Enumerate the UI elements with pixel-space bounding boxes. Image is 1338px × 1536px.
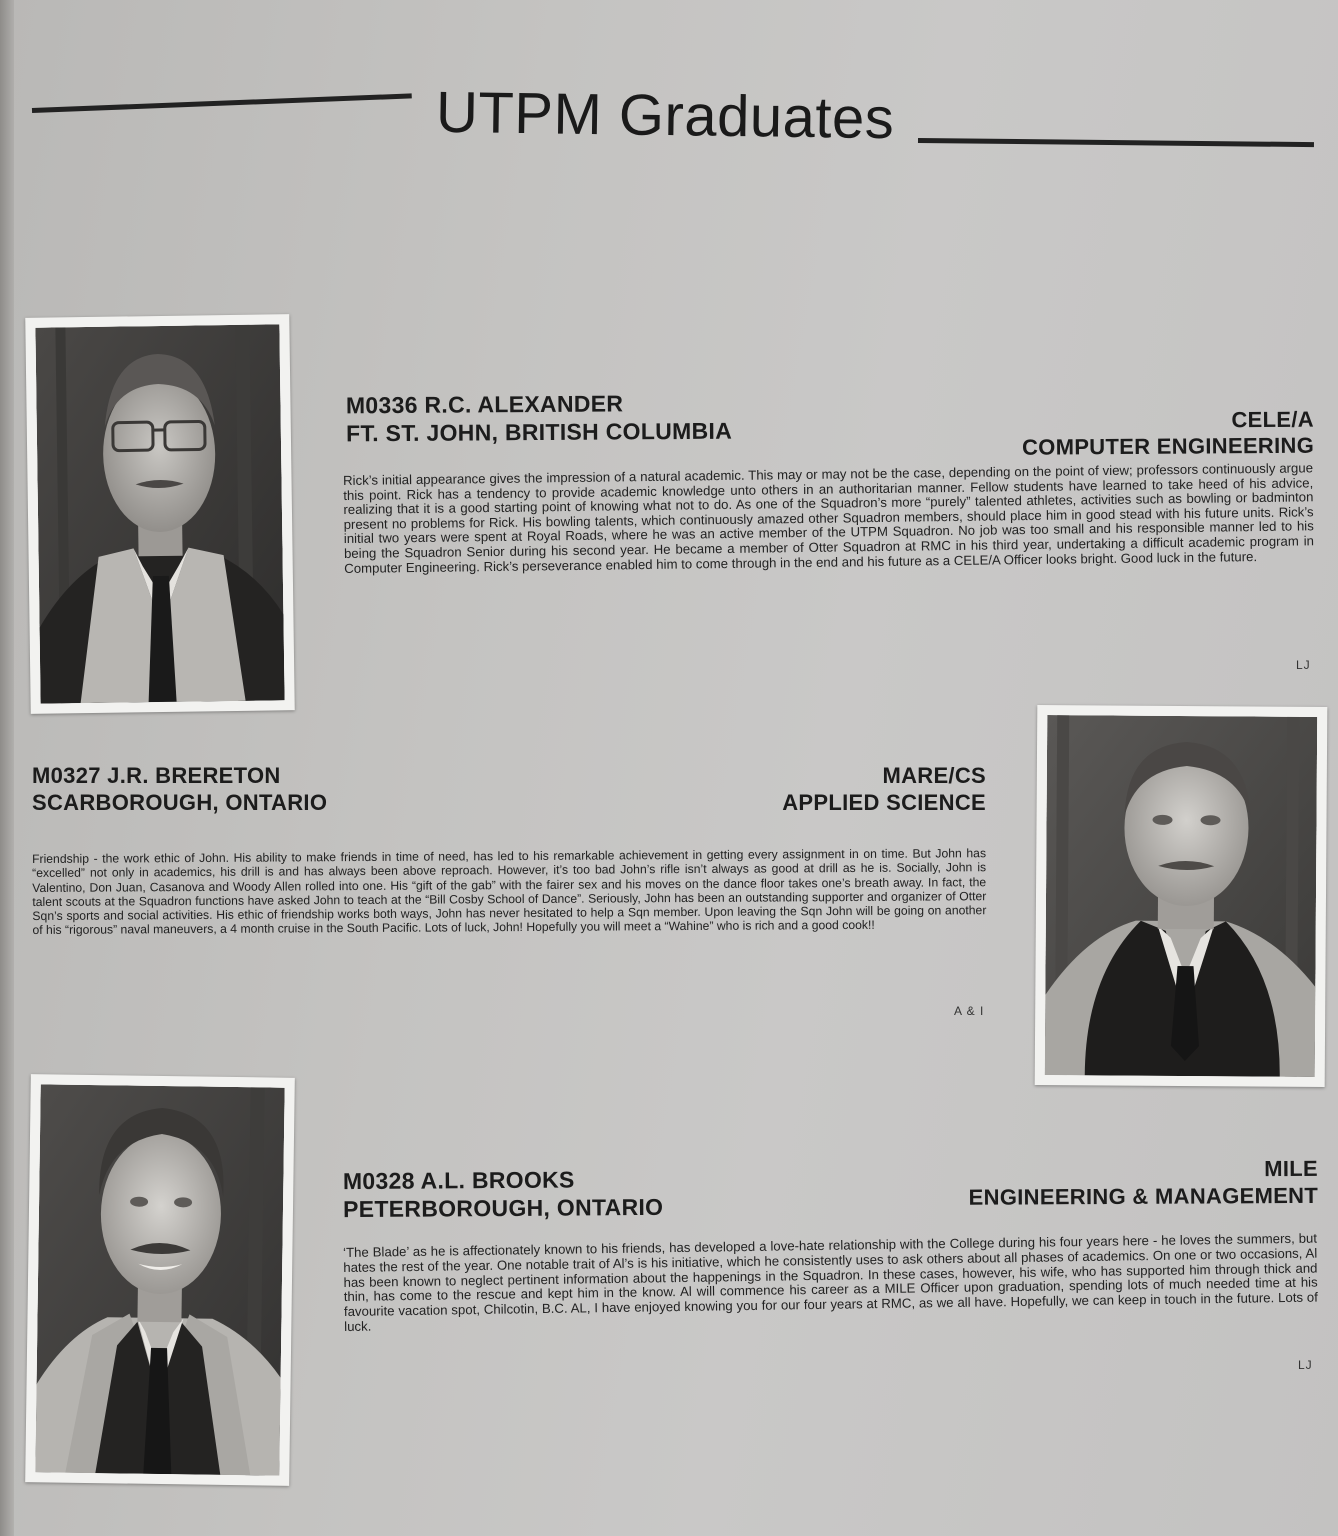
graduate-hometown: PETERBOROUGH, ONTARIO — [343, 1193, 664, 1223]
graduate-photo-alexander — [25, 314, 295, 714]
page-title: UTPM Graduates — [435, 79, 895, 152]
graduate-photo-brereton — [1035, 705, 1328, 1087]
header-rule-left — [32, 93, 412, 113]
graduate-name: M0336 R.C. ALEXANDER — [345, 390, 624, 419]
graduate-trade-alexander — [940, 407, 1314, 462]
bio-signature: A & I — [954, 1004, 985, 1018]
graduate-hometown: FT. ST. JOHN, BRITISH COLUMBIA — [346, 417, 733, 447]
graduate-name: M0328 A.L. BROOKS — [342, 1166, 575, 1195]
graduate-program: COMPUTER ENGINEERING — [1021, 432, 1315, 460]
graduate-program: ENGINEERING & MANAGEMENT — [968, 1182, 1319, 1210]
graduate-trade-brooks — [900, 1155, 1318, 1211]
graduate-occupation: MILE — [1264, 1155, 1318, 1182]
graduate-header-alexander — [346, 389, 732, 448]
graduate-occupation: CELE/A — [1231, 406, 1314, 433]
graduate-trade-brereton — [660, 762, 986, 816]
graduate-bio-brereton: Friendship - the work ethic of John. His ability to make friends in time of need, has led to his remarkable achievement in getting every assignment in on time. But John has “excelled” not only in academics, his drill is and has always been above reproach. However, it’s too bad John’s rifle isn’t always as good at drill as he is. Socially, John is Valentino, Don Juan, Casanova and Woody Allen rolled into one. His “gift of the gab” with the fairer sex and his moves on the dance floor takes one’s breath away. In fact, the talent scouts at the Squadron functions have asked John to teach at the “Bill Cosby School of Dance”. Seriously, John has been an outstanding supporter and organizer of Otter Sqn’s sports and social activities. His ethic of friendship works both ways, John has never hesitated to help a Sqn member. Upon leaving the Sqn John will be going on another of his “rigorous” naval maneuvers, a 4 month cruise in the South Pacific. Lots of luck, John! Hopefully you will meet a “Wahine” who is rich and a good cook!! — [32, 846, 987, 938]
graduate-header-brereton — [32, 762, 327, 816]
graduate-header-brooks — [343, 1165, 664, 1223]
graduate-occupation: MARE/CS — [882, 763, 986, 788]
graduate-program: APPLIED SCIENCE — [782, 790, 986, 815]
bio-signature: LJ — [1298, 1358, 1313, 1372]
graduate-bio-brooks: ‘The Blade’ as he is affectionately known to his friends, has developed a love-hate relationship with the College during his four years here - he loves the summers, but hates the rest of the year. One notable trait of Al’s is his initiative, which he consistently uses to ask others about all phases of academics. On one or two occasions, Al has been known to neglect pertinent information about the happenings in the Squadron. In these cases, however, his wife, who has supported him through thick and thin, has come to the rescue and kept him in the know. Al will commence his career as a MILE Officer upon graduation, spending lots of much needed time at his favourite vacation spot, Chilcotin, B.C. AL, I have enjoyed knowing you for our four years at RMC, as we all have. Hopefully, we can keep in touch in the future. Lots of luck. — [342, 1230, 1318, 1334]
graduate-hometown: SCARBOROUGH, ONTARIO — [32, 790, 328, 815]
graduate-photo-brooks — [25, 1074, 295, 1486]
bio-signature: LJ — [1296, 658, 1311, 672]
portrait-image — [1045, 715, 1318, 1077]
header-rule-right — [918, 138, 1314, 147]
portrait-image — [35, 1084, 284, 1475]
page-gutter-shadow — [0, 0, 14, 1536]
graduate-name: M0327 J.R. BRERETON — [32, 763, 281, 788]
graduate-bio-alexander: Rick’s initial appearance gives the impression of a natural academic. This may or may not be the case, depending on the point of view; professors continuously argue this point. Rick has a tendency to provide academic knowledge unto others in an authoritarian manner. Fellow students have learned to take heed of his advice, realizing that it is a good starting point of knowing what not to do. As one of the Squadron’s more “purely” talented athletes, activities such as bowling or badminton present no problems for Rick. His bowling talents, which continuously amazed other Squadron members, should place him in good stead with his future units. Rick’s initial two years were spent at Royal Roads, where he was an active member of the UTPM Squadron. No job was too small and his responsible manner led to his being the Squadron Senior during his second year. He became a member of Otter Squadron at RMC in his third year, undertaking a difficult academic program in Computer Engineering. Rick’s perseverance enabled him to come through in the end and his future as a CELE/A Officer looks bright. Good luck in the future. — [342, 460, 1315, 576]
portrait-image — [35, 324, 284, 703]
